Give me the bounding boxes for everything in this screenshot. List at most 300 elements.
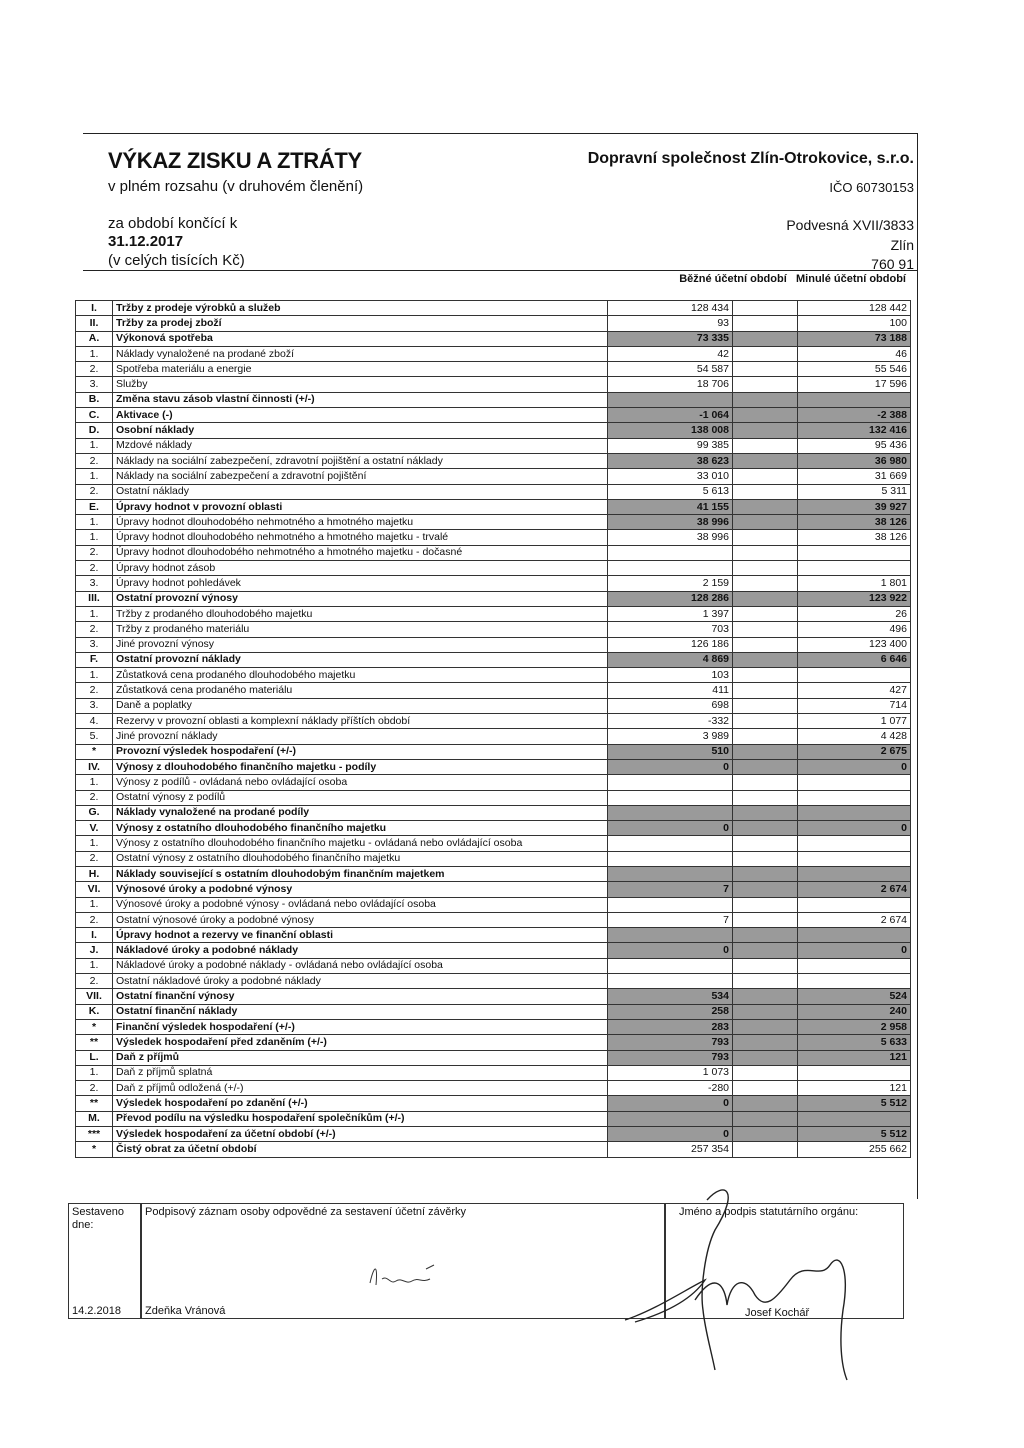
column-gap xyxy=(733,606,798,621)
row-mark: C. xyxy=(76,408,113,423)
row-mark: 1. xyxy=(76,775,113,790)
column-gap xyxy=(733,499,798,514)
value-current: 0 xyxy=(608,759,733,774)
value-previous: 524 xyxy=(798,989,911,1004)
row-mark: B. xyxy=(76,392,113,407)
value-previous xyxy=(798,1111,911,1126)
value-previous xyxy=(798,668,911,683)
value-current: 793 xyxy=(608,1050,733,1065)
value-previous: 38 126 xyxy=(798,515,911,530)
row-label: Zůstatková cena prodaného materiálu xyxy=(113,683,608,698)
row-mark: 1. xyxy=(76,606,113,621)
value-current: 38 996 xyxy=(608,530,733,545)
row-label: Úpravy hodnot dlouhodobého nehmotného a hmotného majetku xyxy=(113,515,608,530)
value-current: -280 xyxy=(608,1081,733,1096)
value-current: 42 xyxy=(608,346,733,361)
table-row xyxy=(76,591,911,606)
column-gap xyxy=(733,821,798,836)
table-row xyxy=(76,561,911,576)
column-gap xyxy=(733,469,798,484)
column-gap xyxy=(733,836,798,851)
header-divider xyxy=(83,270,917,271)
row-label: Výnosy z podílů - ovládaná nebo ovládající osoba xyxy=(113,775,608,790)
value-current xyxy=(608,545,733,560)
value-current: 534 xyxy=(608,989,733,1004)
row-mark: 2. xyxy=(76,545,113,560)
value-current: 103 xyxy=(608,668,733,683)
value-previous: 240 xyxy=(798,1004,911,1019)
table-row xyxy=(76,1050,911,1065)
row-mark: 1. xyxy=(76,530,113,545)
row-label: Ostatní provozní výnosy xyxy=(113,591,608,606)
row-mark: 2. xyxy=(76,561,113,576)
row-label: Jiné provozní náklady xyxy=(113,729,608,744)
column-gap xyxy=(733,1127,798,1142)
table-row xyxy=(76,423,911,438)
column-gap xyxy=(733,484,798,499)
column-gap xyxy=(733,912,798,927)
value-current: 1 397 xyxy=(608,606,733,621)
value-current: 128 286 xyxy=(608,591,733,606)
row-label: Výsledek hospodaření po zdanění (+/-) xyxy=(113,1096,608,1111)
value-current: 41 155 xyxy=(608,499,733,514)
table-row xyxy=(76,744,911,759)
table-row xyxy=(76,1127,911,1142)
value-current xyxy=(608,851,733,866)
column-gap xyxy=(733,622,798,637)
table-row xyxy=(76,576,911,591)
table-row xyxy=(76,637,911,652)
row-mark: G. xyxy=(76,805,113,820)
column-gap xyxy=(733,530,798,545)
row-label: Výsledek hospodaření za účetní období (+/-) xyxy=(113,1127,608,1142)
column-gap xyxy=(733,453,798,468)
row-label: Nákladové úroky a podobné náklady - ovládaná nebo ovládající osoba xyxy=(113,958,608,973)
value-current xyxy=(608,897,733,912)
value-current: 0 xyxy=(608,1096,733,1111)
row-mark: 2. xyxy=(76,1081,113,1096)
value-previous: 121 xyxy=(798,1081,911,1096)
row-label: Ostatní výnosy z ostatního dlouhodobého finančního majetku xyxy=(113,851,608,866)
row-mark: 3. xyxy=(76,698,113,713)
row-label: Výsledek hospodaření před zdaněním (+/-) xyxy=(113,1035,608,1050)
column-gap xyxy=(733,377,798,392)
table-row xyxy=(76,866,911,881)
row-label: Nákladové úroky a podobné náklady xyxy=(113,943,608,958)
compiler-signature xyxy=(360,1255,450,1295)
row-mark: 1. xyxy=(76,897,113,912)
column-gap xyxy=(733,866,798,881)
value-current: 0 xyxy=(608,1127,733,1142)
table-row xyxy=(76,805,911,820)
row-label: Zůstatková cena prodaného dlouhodobého majetku xyxy=(113,668,608,683)
value-current: 703 xyxy=(608,622,733,637)
row-label: Tržby z prodaného materiálu xyxy=(113,622,608,637)
table-row xyxy=(76,958,911,973)
value-current: 7 xyxy=(608,882,733,897)
row-mark: E. xyxy=(76,499,113,514)
value-previous: -2 388 xyxy=(798,408,911,423)
row-label: Ostatní finanční výnosy xyxy=(113,989,608,1004)
table-row xyxy=(76,851,911,866)
company-name: Dopravní společnost Zlín-Otrokovice, s.r.o. xyxy=(587,150,914,167)
table-row xyxy=(76,1096,911,1111)
company-id: IČO 60730153 xyxy=(829,180,914,195)
row-label: Čistý obrat za účetní období xyxy=(113,1142,608,1157)
value-previous: 31 669 xyxy=(798,469,911,484)
table-row xyxy=(76,530,911,545)
value-previous xyxy=(798,545,911,560)
value-current: 73 335 xyxy=(608,331,733,346)
value-previous: 4 428 xyxy=(798,729,911,744)
row-label: Ostatní náklady xyxy=(113,484,608,499)
table-row xyxy=(76,836,911,851)
row-mark: 2. xyxy=(76,851,113,866)
value-current xyxy=(608,561,733,576)
value-current: 5 613 xyxy=(608,484,733,499)
table-row xyxy=(76,928,911,943)
column-header-current: Běžné účetní období xyxy=(679,273,787,285)
table-row xyxy=(76,484,911,499)
column-gap xyxy=(733,805,798,820)
row-mark: 1. xyxy=(76,469,113,484)
period-date: 31.12.2017 xyxy=(108,233,184,250)
row-label: Spotřeba materiálu a energie xyxy=(113,362,608,377)
compiled-label: Sestaveno dne: xyxy=(72,1206,124,1231)
address-zip: 760 91 xyxy=(871,256,914,272)
value-current: 38 623 xyxy=(608,453,733,468)
row-mark: * xyxy=(76,1142,113,1157)
row-mark: 1. xyxy=(76,668,113,683)
value-previous xyxy=(798,775,911,790)
row-mark: K. xyxy=(76,1004,113,1019)
value-current xyxy=(608,974,733,989)
value-previous: 39 927 xyxy=(798,499,911,514)
table-row xyxy=(76,453,911,468)
column-gap xyxy=(733,683,798,698)
value-previous: 5 633 xyxy=(798,1035,911,1050)
column-gap xyxy=(733,882,798,897)
column-gap xyxy=(733,331,798,346)
row-label: Mzdové náklady xyxy=(113,438,608,453)
table-row xyxy=(76,790,911,805)
row-label: Osobní náklady xyxy=(113,423,608,438)
value-current: 258 xyxy=(608,1004,733,1019)
row-mark: A. xyxy=(76,331,113,346)
value-previous: 36 980 xyxy=(798,453,911,468)
row-mark: ** xyxy=(76,1096,113,1111)
value-current: 2 159 xyxy=(608,576,733,591)
row-label: Tržby z prodeje výrobků a služeb xyxy=(113,301,608,316)
value-current: 4 869 xyxy=(608,652,733,667)
value-previous xyxy=(798,1065,911,1080)
column-gap xyxy=(733,928,798,943)
value-current: 698 xyxy=(608,698,733,713)
value-current: 411 xyxy=(608,683,733,698)
column-gap xyxy=(733,561,798,576)
table-row xyxy=(76,821,911,836)
column-gap xyxy=(733,668,798,683)
value-previous: 0 xyxy=(798,821,911,836)
value-current xyxy=(608,392,733,407)
value-previous: 0 xyxy=(798,759,911,774)
period-label: za období končící k xyxy=(108,215,238,232)
value-current: 1 073 xyxy=(608,1065,733,1080)
value-previous xyxy=(798,836,911,851)
table-row xyxy=(76,714,911,729)
row-label: Aktivace (-) xyxy=(113,408,608,423)
value-previous: 73 188 xyxy=(798,331,911,346)
value-current: 0 xyxy=(608,943,733,958)
table-row xyxy=(76,346,911,361)
table-row xyxy=(76,408,911,423)
value-previous: 714 xyxy=(798,698,911,713)
value-previous xyxy=(798,958,911,973)
table-row xyxy=(76,392,911,407)
row-label: Výnosové úroky a podobné výnosy - ovládaná nebo ovládající osoba xyxy=(113,897,608,912)
row-mark: 2. xyxy=(76,453,113,468)
table-row xyxy=(76,316,911,331)
column-gap xyxy=(733,301,798,316)
table-row xyxy=(76,698,911,713)
column-gap xyxy=(733,1111,798,1126)
row-mark: III. xyxy=(76,591,113,606)
column-gap xyxy=(733,1035,798,1050)
row-mark: 2. xyxy=(76,912,113,927)
column-gap xyxy=(733,515,798,530)
value-previous: 5 311 xyxy=(798,484,911,499)
value-current: -332 xyxy=(608,714,733,729)
row-label: Úpravy hodnot zásob xyxy=(113,561,608,576)
value-current: 93 xyxy=(608,316,733,331)
table-row xyxy=(76,668,911,683)
value-current xyxy=(608,836,733,851)
table-row xyxy=(76,622,911,637)
value-previous: 1 801 xyxy=(798,576,911,591)
column-gap xyxy=(733,851,798,866)
table-row xyxy=(76,1111,911,1126)
row-mark: F. xyxy=(76,652,113,667)
row-mark: I. xyxy=(76,301,113,316)
row-label: Daň z příjmů odložená (+/-) xyxy=(113,1081,608,1096)
row-mark: I. xyxy=(76,928,113,943)
row-label: Provozní výsledek hospodaření (+/-) xyxy=(113,744,608,759)
value-previous xyxy=(798,805,911,820)
value-current xyxy=(608,790,733,805)
value-previous xyxy=(798,928,911,943)
row-label: Úpravy hodnot v provozní oblasti xyxy=(113,499,608,514)
value-current xyxy=(608,928,733,943)
value-previous: 496 xyxy=(798,622,911,637)
column-gap xyxy=(733,1096,798,1111)
value-previous: 55 546 xyxy=(798,362,911,377)
row-label: Úpravy hodnot dlouhodobého nehmotného a hmotného majetku - dočasné xyxy=(113,545,608,560)
row-mark: 5. xyxy=(76,729,113,744)
column-gap xyxy=(733,759,798,774)
address-city: Zlín xyxy=(890,237,914,253)
table-row xyxy=(76,897,911,912)
row-mark: 1. xyxy=(76,346,113,361)
row-label: Výkonová spotřeba xyxy=(113,331,608,346)
statutory-signature xyxy=(615,1170,875,1390)
column-gap xyxy=(733,958,798,973)
table-row xyxy=(76,652,911,667)
table-row xyxy=(76,1081,911,1096)
table-row xyxy=(76,775,911,790)
row-mark: IV. xyxy=(76,759,113,774)
compiled-box xyxy=(68,1203,142,1319)
row-label: Náklady na sociální zabezpečení a zdravotní pojištění xyxy=(113,469,608,484)
column-gap xyxy=(733,423,798,438)
column-gap xyxy=(733,989,798,1004)
row-mark: 2. xyxy=(76,974,113,989)
compiled-date: 14.2.2018 xyxy=(72,1305,121,1317)
table-row xyxy=(76,1004,911,1019)
table-row xyxy=(76,729,911,744)
row-label: Rezervy v provozní oblasti a komplexní náklady příštích období xyxy=(113,714,608,729)
value-previous: 121 xyxy=(798,1050,911,1065)
statement-rows xyxy=(76,301,911,1158)
value-previous xyxy=(798,851,911,866)
table-row xyxy=(76,882,911,897)
column-gap xyxy=(733,545,798,560)
table-row xyxy=(76,545,911,560)
value-current: 7 xyxy=(608,912,733,927)
column-gap xyxy=(733,1065,798,1080)
row-mark: VII. xyxy=(76,989,113,1004)
row-mark: V. xyxy=(76,821,113,836)
value-previous: 5 512 xyxy=(798,1127,911,1142)
row-mark: 1. xyxy=(76,836,113,851)
value-current xyxy=(608,958,733,973)
value-previous: 2 674 xyxy=(798,912,911,927)
value-previous xyxy=(798,866,911,881)
value-previous: 38 126 xyxy=(798,530,911,545)
column-gap xyxy=(733,775,798,790)
value-previous xyxy=(798,974,911,989)
value-current xyxy=(608,1111,733,1126)
row-mark: 3. xyxy=(76,377,113,392)
value-previous: 46 xyxy=(798,346,911,361)
row-mark: H. xyxy=(76,866,113,881)
value-current: 33 010 xyxy=(608,469,733,484)
row-mark: 3. xyxy=(76,576,113,591)
value-previous: 26 xyxy=(798,606,911,621)
row-label: Náklady vynaložené na prodané podíly xyxy=(113,805,608,820)
column-gap xyxy=(733,652,798,667)
column-gap xyxy=(733,408,798,423)
value-previous: 2 674 xyxy=(798,882,911,897)
value-current xyxy=(608,775,733,790)
value-current: 18 706 xyxy=(608,377,733,392)
table-row xyxy=(76,362,911,377)
row-mark: 3. xyxy=(76,637,113,652)
column-gap xyxy=(733,637,798,652)
column-gap xyxy=(733,362,798,377)
column-gap xyxy=(733,698,798,713)
row-mark: J. xyxy=(76,943,113,958)
value-current: 54 587 xyxy=(608,362,733,377)
value-previous: 1 077 xyxy=(798,714,911,729)
column-gap xyxy=(733,392,798,407)
table-row xyxy=(76,912,911,927)
column-gap xyxy=(733,897,798,912)
row-label: Finanční výsledek hospodaření (+/-) xyxy=(113,1019,608,1034)
row-mark: D. xyxy=(76,423,113,438)
value-current xyxy=(608,805,733,820)
value-previous: 123 400 xyxy=(798,637,911,652)
column-gap xyxy=(733,346,798,361)
document-title: VÝKAZ ZISKU A ZTRÁTY xyxy=(108,148,362,173)
statutory-name: Josef Kochář xyxy=(745,1307,810,1319)
table-row xyxy=(76,1142,911,1157)
column-gap xyxy=(733,591,798,606)
value-previous: 123 922 xyxy=(798,591,911,606)
value-previous xyxy=(798,392,911,407)
row-label: Náklady vynaložené na prodané zboží xyxy=(113,346,608,361)
value-previous: 427 xyxy=(798,683,911,698)
row-label: Změna stavu zásob vlastní činnosti (+/-) xyxy=(113,392,608,407)
row-label: Náklady související s ostatním dlouhodobým finančním majetkem xyxy=(113,866,608,881)
value-previous xyxy=(798,790,911,805)
value-current: -1 064 xyxy=(608,408,733,423)
value-previous: 255 662 xyxy=(798,1142,911,1157)
value-current: 0 xyxy=(608,821,733,836)
table-row xyxy=(76,499,911,514)
record-label: Podpisový záznam osoby odpovědné za sestavení účetní závěrky xyxy=(145,1206,467,1218)
statutory-label: Jméno a podpis statutárního orgánu: xyxy=(679,1206,859,1218)
row-label: Daň z příjmů xyxy=(113,1050,608,1065)
row-label: Výnosy z ostatního dlouhodobého finančního majetku - ovládaná nebo ovládající osoba xyxy=(113,836,608,851)
address-street: Podvesná XVII/3833 xyxy=(786,217,914,233)
column-header-previous: Minulé účetní období xyxy=(796,273,906,285)
row-label: Daně a poplatky xyxy=(113,698,608,713)
value-previous xyxy=(798,897,911,912)
value-previous: 0 xyxy=(798,943,911,958)
row-label: Tržby z prodaného dlouhodobého majetku xyxy=(113,606,608,621)
row-mark: * xyxy=(76,744,113,759)
row-mark: VI. xyxy=(76,882,113,897)
table-row xyxy=(76,1019,911,1034)
table-row xyxy=(76,943,911,958)
row-mark: 1. xyxy=(76,958,113,973)
row-label: Výnosy z ostatního dlouhodobého finančního majetku xyxy=(113,821,608,836)
value-current: 257 354 xyxy=(608,1142,733,1157)
value-current xyxy=(608,866,733,881)
row-mark: 2. xyxy=(76,362,113,377)
row-label: Jiné provozní výnosy xyxy=(113,637,608,652)
row-label: Ostatní výnosové úroky a podobné výnosy xyxy=(113,912,608,927)
row-label: Ostatní nákladové úroky a podobné náklady xyxy=(113,974,608,989)
row-mark: 2. xyxy=(76,622,113,637)
column-gap xyxy=(733,729,798,744)
row-mark: 1. xyxy=(76,438,113,453)
table-row xyxy=(76,974,911,989)
row-label: Převod podílu na výsledku hospodaření společníkům (+/-) xyxy=(113,1111,608,1126)
row-mark: ** xyxy=(76,1035,113,1050)
value-previous: 5 512 xyxy=(798,1096,911,1111)
value-current: 3 989 xyxy=(608,729,733,744)
row-label: Úpravy hodnot pohledávek xyxy=(113,576,608,591)
value-current: 283 xyxy=(608,1019,733,1034)
row-mark: * xyxy=(76,1019,113,1034)
column-gap xyxy=(733,943,798,958)
value-previous: 100 xyxy=(798,316,911,331)
units-note: (v celých tisících Kč) xyxy=(108,252,245,269)
row-mark: *** xyxy=(76,1127,113,1142)
column-gap xyxy=(733,438,798,453)
row-mark: L. xyxy=(76,1050,113,1065)
